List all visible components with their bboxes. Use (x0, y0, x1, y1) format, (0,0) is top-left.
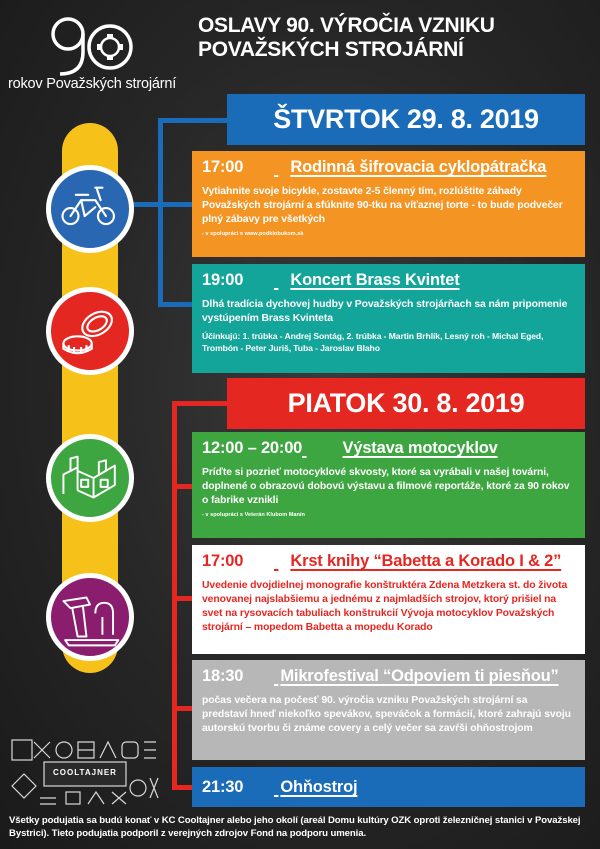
event-name: Mikrofestival “Odpoviem ti piesňou” (280, 667, 559, 685)
event-credit: - v spolupráci s www.podklobukom.sk (202, 231, 304, 237)
cooltajner-logo (10, 738, 160, 808)
bearing-icon (51, 292, 129, 370)
connector-line (172, 484, 194, 489)
title-line-1: OSLAVY 90. VÝROČIA VZNIKU (198, 14, 495, 37)
event-name: Rodinná šifrovacia cyklopátračka (290, 158, 547, 176)
logo-subtitle: rokov Považských strojární (8, 76, 177, 92)
event-heading (202, 666, 575, 686)
event-performers: Účinkujú: 1. trúbka - Andrej Sontág, 2. trúbka - Martin Brhlík, Lesný roh - Michal Eged, Trombón - Peter Juriš, Tuba - Jaroslav Blaho (202, 331, 544, 353)
event-time: 17:00 (202, 158, 244, 176)
connector-line (158, 118, 228, 123)
event-card-krst-knihy (192, 545, 585, 654)
page-title (198, 14, 598, 62)
connector-line (158, 302, 194, 307)
factory-circle (46, 434, 134, 522)
monument-circle (46, 573, 134, 661)
day-header-friday: PIATOK 30. 8. 2019 (227, 378, 585, 429)
factory-icon (51, 439, 129, 517)
event-description: Dlhá tradícia dychovej hudby v Považských strojárňach sa nám pripomenie vystúpením Brass Kvinteta (202, 299, 568, 324)
connector-line (172, 785, 194, 790)
event-time: 19:00 (202, 271, 244, 289)
event-name: Ohňostroj (280, 778, 358, 796)
event-card-vystava-motocyklov (192, 432, 585, 538)
event-description: Uvedenie dvojdielnej monografie konštruktéra Zdena Metzkera st. do života venovanej najslabšiemu a jednému z najmladších strojov, ktorý prišiel na svet na rysovacích tabuliach konštrukcií Vývoja motocyklov Považských strojární – mopedom Babetta a mopedu Korado (202, 580, 568, 633)
event-name: Výstava motocyklov (342, 439, 498, 457)
event-card-cyklopatracka (192, 151, 585, 257)
event-card-mikrofestival (192, 660, 585, 760)
bearing-circle (46, 287, 134, 375)
event-time: 18:30 (202, 667, 244, 685)
event-time: 17:00 (202, 552, 244, 570)
event-credit: - v spolupráci s Veterán Klubom Manín (202, 512, 305, 518)
event-heading (202, 551, 575, 571)
event-card-ohnostroj (192, 767, 585, 807)
event-heading (202, 270, 575, 290)
footer-note: Všetky podujatia sa budú konať v KC Cooltajner alebo jeho okolí (areál Domu kultúry OZK oproti železničnej stanici v Považskej Bystrici). Tieto podujatia podporil z verejných zdrojov Fond na podporu umenia. (9, 815, 581, 839)
event-description: Vytiahnite svoje bicykle, zostavte 2-5 členný tím, rozlúštite záhady Považských strojární a sfúknite 90-tku na víťaznej torte - to bude podvečer plný zábavy pre všetkých (202, 186, 563, 225)
anniversary-logo (48, 12, 134, 82)
day-header-thursday: ŠTVRTOK 29. 8. 2019 (227, 94, 585, 145)
event-name: Krst knihy “Babetta a Korado I & 2” (290, 552, 562, 570)
moped-circle (46, 165, 134, 253)
event-heading (202, 777, 575, 797)
logo-90-icon (48, 12, 134, 82)
event-description: Príďte si pozrieť motocyklové skvosty, ktoré sa vyrábali v našej továrni, doplnené o obrazovú dobovú výstavu a filmové reportáže, ktoré za 90 rokov o fabrike vznikli (202, 467, 570, 506)
event-card-brass-kvintet (192, 264, 585, 373)
event-name: Koncert Brass Kvintet (290, 271, 460, 289)
event-time: 21:30 (202, 778, 244, 796)
connector-line (172, 706, 194, 711)
connector-line (158, 202, 194, 207)
event-time: 12:00 – 20:00 (202, 439, 303, 457)
monument-icon (51, 578, 129, 656)
moped-icon (51, 170, 129, 248)
connector-line (172, 596, 194, 601)
event-heading (202, 438, 575, 458)
connector-line (172, 401, 228, 406)
cooltajner-label: COOLTAJNER (53, 768, 117, 777)
title-line-2: POVAŽSKÝCH STROJÁRNÍ (198, 38, 464, 61)
event-heading (202, 157, 575, 177)
event-description: počas večera na počesť 90. výročia vzniku Považských strojární sa predstaví hneď niekoľko spevákov, speváčok a formácií, ktoré zahrajú svoju autorskú tvorbu či známe covery a celý večer sa zavŕši ohňostrojom (202, 695, 571, 734)
connector-line (158, 118, 163, 306)
